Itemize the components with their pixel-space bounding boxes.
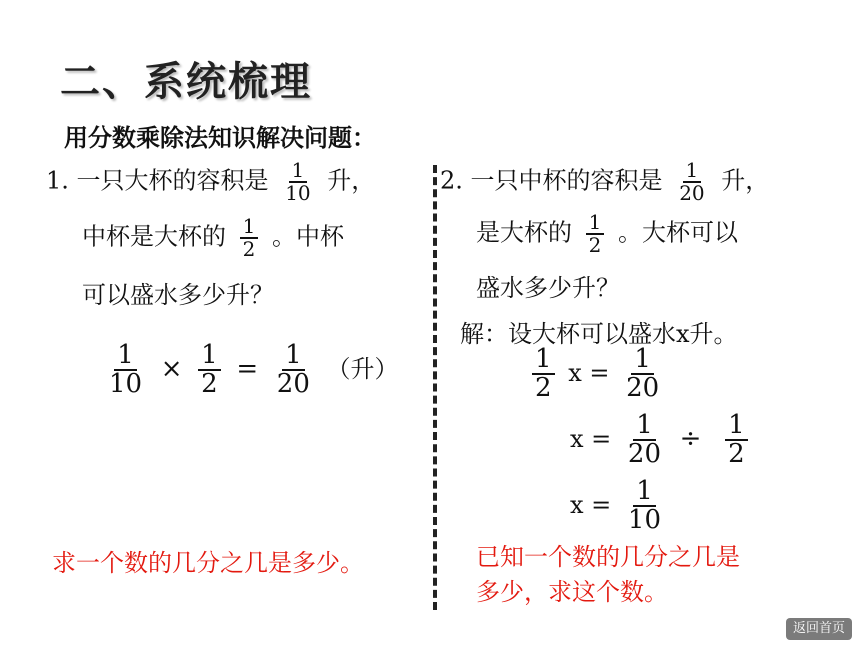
numerator: 1 <box>683 160 702 183</box>
fraction <box>623 346 662 403</box>
fraction <box>625 478 664 535</box>
problem1-line1 <box>46 160 375 204</box>
denominator: 10 <box>109 369 143 400</box>
numerator: 1 <box>725 412 748 441</box>
denominator: 20 <box>276 369 310 400</box>
problem1-equation <box>100 342 399 399</box>
dashed-divider <box>433 165 437 610</box>
problem2-line3: 盛水多少升？ <box>476 274 620 302</box>
numerator: 1 <box>240 216 259 239</box>
numerator: 1 <box>114 342 137 371</box>
numerator: 1 <box>631 346 654 375</box>
fraction <box>625 412 664 469</box>
problem2-summary-line2: 多少，求这个数。 <box>476 578 668 606</box>
fraction <box>106 342 145 399</box>
fraction <box>274 342 313 399</box>
numerator: 1 <box>586 212 605 235</box>
denominator: 2 <box>535 373 552 404</box>
numerator: 1 <box>282 342 305 371</box>
fraction <box>198 342 221 399</box>
solution-step2 <box>570 412 754 469</box>
divide-sign: ÷ <box>679 423 702 454</box>
denominator: 2 <box>728 439 745 470</box>
denominator: 2 <box>588 233 602 257</box>
problem2-summary-line1: 已知一个数的几分之几是 <box>476 543 740 571</box>
equation-unit: （升） <box>326 354 399 383</box>
problem1-tail: 。中杯 <box>272 222 345 251</box>
solution-step3 <box>570 478 670 535</box>
fraction <box>282 160 313 204</box>
step1-mid: x = <box>568 358 610 387</box>
page-title: 二、系统梳理 <box>60 59 312 105</box>
equals-sign: = <box>236 353 259 384</box>
problem1-line2 <box>82 216 344 260</box>
problem1-text1: 一只大杯的容积是 <box>76 166 269 195</box>
step2-lhs: x = <box>570 424 612 453</box>
problem2-number: 2. <box>440 166 463 195</box>
problem2-unit: 升， <box>721 166 770 195</box>
numerator: 1 <box>198 342 221 371</box>
numerator: 1 <box>289 160 308 183</box>
denominator: 20 <box>679 181 705 205</box>
denominator: 20 <box>626 373 660 404</box>
denominator: 2 <box>242 237 256 261</box>
problem1-summary: 求一个数的几分之几是多少。 <box>52 549 364 577</box>
problem2-text1: 一只中杯的容积是 <box>470 166 663 195</box>
step3-lhs: x = <box>570 490 612 519</box>
numerator: 1 <box>532 346 555 375</box>
fraction <box>725 412 748 469</box>
denominator: 20 <box>627 439 662 470</box>
problem1-text2: 中杯是大杯的 <box>82 222 226 251</box>
solution-step1 <box>526 346 668 403</box>
fraction <box>586 212 605 256</box>
back-home-button[interactable]: 返回首页 <box>786 618 852 640</box>
fraction <box>532 346 555 403</box>
problem2-text2: 是大杯的 <box>476 218 572 247</box>
fraction <box>676 160 707 204</box>
fraction <box>240 216 259 260</box>
section-subtitle: 用分数乘除法知识解决问题： <box>64 123 376 152</box>
solution-intro: 解：设大杯可以盛水x升。 <box>460 320 738 348</box>
problem2-line1 <box>440 160 769 204</box>
numerator: 1 <box>633 478 656 507</box>
problem1-unit: 升， <box>327 166 376 195</box>
problem1-number: 1. <box>46 166 69 195</box>
times-sign: × <box>160 353 183 384</box>
problem1-line3: 可以盛水多少升？ <box>82 281 274 309</box>
problem2-tail: 。大杯可以 <box>618 218 739 247</box>
denominator: 10 <box>627 505 662 536</box>
numerator: 1 <box>633 412 656 441</box>
denominator: 10 <box>285 181 311 205</box>
denominator: 2 <box>201 369 218 400</box>
problem2-line2 <box>476 212 738 256</box>
